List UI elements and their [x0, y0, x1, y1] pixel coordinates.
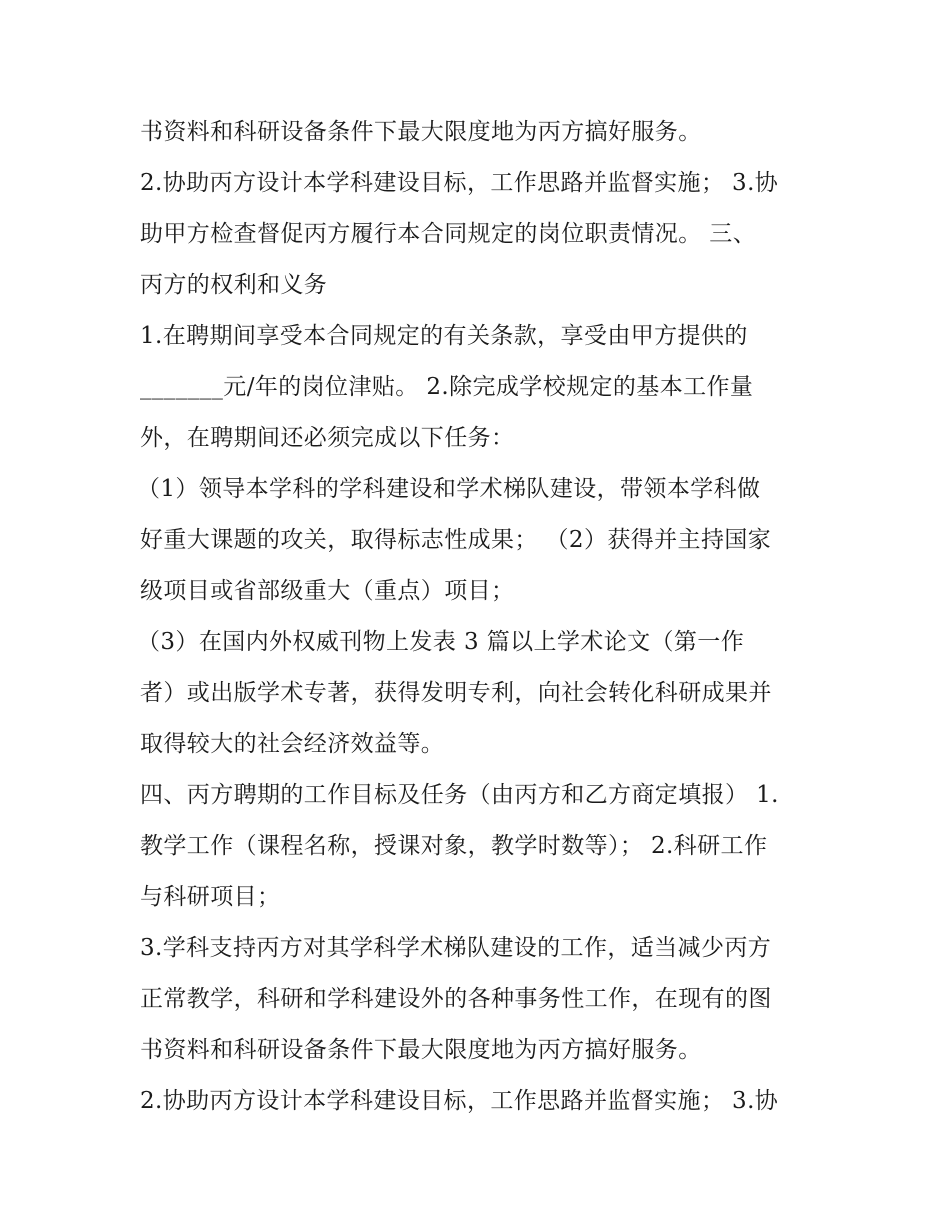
text-line: 3.学科支持丙方对其学科学术梯队建设的工作，适当减少丙方 — [140, 935, 772, 961]
text-line: 2.协助丙方设计本学科建设目标，工作思路并监督实施； 3.协 — [140, 170, 779, 196]
text-line: 好重大课题的攻关，取得标志性成果； （2）获得并主持国家 — [140, 527, 772, 553]
text-line: _______元/年的岗位津贴。 2.除完成学校规定的基本工作量 — [140, 374, 754, 400]
text-line: 书资料和科研设备条件下最大限度地为丙方搞好服务。 — [140, 119, 702, 145]
text-line: 四、丙方聘期的工作目标及任务（由丙方和乙方商定填报） 1. — [140, 782, 779, 808]
document-body — [137, 107, 840, 1127]
text-line: 丙方的权利和义务 — [140, 272, 328, 298]
text-line: （3）在国内外权威刊物上发表 3 篇以上学术论文（第一作 — [137, 629, 745, 655]
text-line: 2.协助丙方设计本学科建设目标，工作思路并监督实施； 3.协 — [140, 1088, 779, 1114]
text-line: （1）领导本学科的学科建设和学术梯队建设，带领本学科做 — [137, 476, 761, 502]
text-line: 教学工作（课程名称，授课对象，教学时数等）； 2.科研工作 — [140, 833, 768, 859]
text-line: 与科研项目； — [140, 884, 281, 910]
text-line: 助甲方检查督促丙方履行本合同规定的岗位职责情况。 三、 — [140, 221, 757, 247]
text-line: 级项目或省部级重大（重点）项目； — [140, 578, 515, 604]
text-line: 1.在聘期间享受本合同规定的有关条款，享受由甲方提供的 — [140, 323, 748, 349]
text-line: 正常教学，科研和学科建设外的各种事务性工作，在现有的图 — [140, 986, 772, 1012]
text-line: 书资料和科研设备条件下最大限度地为丙方搞好服务。 — [140, 1037, 702, 1063]
text-line: 取得较大的社会经济效益等。 — [140, 731, 445, 757]
text-line: 者）或出版学术专著，获得发明专利，向社会转化科研成果并 — [140, 680, 772, 706]
text-line: 外，在聘期间还必须完成以下任务： — [140, 425, 515, 451]
